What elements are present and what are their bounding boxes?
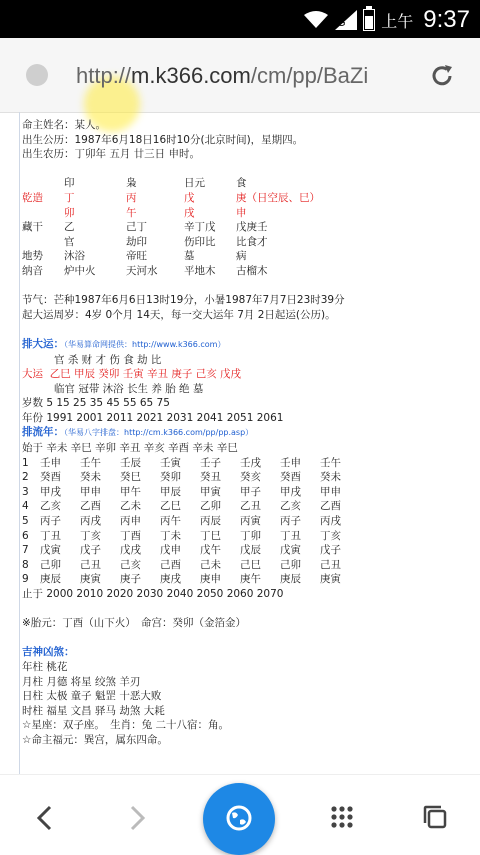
status-icons [303, 6, 470, 34]
liunian-cell: 戊寅 [280, 544, 301, 557]
bazi-row [22, 235, 480, 250]
bazi-row [22, 220, 480, 235]
liunian-cell: 癸未 [80, 471, 101, 484]
dayun-label: 大运 [22, 368, 43, 381]
battery-icon [363, 9, 375, 31]
liunian-cell: 甲寅 [200, 485, 221, 498]
liunian-cell: 丙申 [120, 515, 141, 528]
liunian-cell: 己卯 [280, 558, 301, 571]
fuyuan-line: ☆命主福元：巽宫，属东四命。 [22, 733, 168, 746]
liunian-cell: 癸酉 [280, 471, 301, 484]
bazi-cell: 平地木 [184, 264, 216, 277]
liunian-index: 5 [22, 515, 29, 528]
liunian-cell: 己丑 [320, 558, 341, 571]
liunian-cell: 丁卯 [240, 529, 261, 542]
liunian-cell: 己亥 [120, 558, 141, 571]
wifi-icon [303, 11, 329, 29]
liunian-cell: 己巳 [240, 558, 261, 571]
liunian-end: 止于 2000 2010 2020 2030 2040 2050 2060 2070 [22, 588, 284, 600]
liunian-cell: 庚辰 [280, 573, 301, 586]
liunian-cell: 庚申 [200, 573, 221, 586]
bazi-cell: 炉中火 [64, 264, 96, 277]
liunian-cell: 丁亥 [80, 529, 101, 542]
liunian-cell: 戊戌 [120, 544, 141, 557]
bazi-cell: 伤印比 [184, 235, 216, 248]
reload-icon[interactable] [428, 62, 456, 90]
liunian-note[interactable]: （华易八字排盘：http://cm.k366.com/pp/pp.asp） [64, 428, 254, 438]
liunian-cell: 壬辰 [120, 456, 141, 469]
liunian-title-row [22, 425, 480, 441]
forward-arrow-icon[interactable] [122, 803, 152, 833]
bazi-cell: 戊庚壬 [236, 221, 268, 234]
bazi-row-label: 藏干 [22, 221, 43, 234]
liunian-table [22, 456, 480, 587]
bazi-row-label: 乾造 [22, 191, 43, 204]
qiyun-line: 起大运周岁：4岁 0个月 14天，每一交大运年 7月 2日起运(公历)。 [22, 308, 336, 321]
liunian-index: 7 [22, 544, 29, 557]
liunian-cell: 丙戌 [320, 515, 341, 528]
liunian-start: 始于 辛未 辛巳 辛卯 辛丑 辛亥 辛酉 辛未 辛巳 [22, 442, 238, 455]
liunian-row [22, 558, 480, 573]
liunian-cell: 戊寅 [40, 544, 61, 557]
liunian-row [22, 514, 480, 529]
liunian-cell: 己丑 [80, 558, 101, 571]
liunian-cell: 癸未 [320, 471, 341, 484]
liunian-row [22, 572, 480, 587]
bazi-cell: 戊 [184, 191, 195, 204]
home-globe-button[interactable] [203, 783, 275, 855]
dayun-shishen: 官 杀 财 才 伤 食 劫 比 [54, 353, 162, 366]
bazi-cell: 庚（日空辰、巳） [236, 191, 320, 204]
bazi-cell: 墓 [184, 250, 195, 263]
back-arrow-icon[interactable] [30, 803, 60, 833]
liunian-cell: 丙子 [40, 515, 61, 528]
liunian-cell: 戊辰 [240, 544, 261, 557]
liunian-cell: 己未 [200, 558, 221, 571]
liunian-row [22, 485, 480, 500]
liunian-cell: 壬午 [80, 456, 101, 469]
liunian-cell: 壬申 [280, 456, 301, 469]
dayun-title-row [22, 337, 480, 353]
status-ampm: 上午 [381, 11, 414, 31]
bazi-row [22, 264, 480, 279]
shensha-month: 月柱 月德 将星 绞煞 羊刃 [22, 675, 141, 688]
bazi-cell: 官 [64, 235, 75, 248]
bazi-table [22, 176, 480, 278]
bazi-row [22, 191, 480, 206]
liunian-index: 3 [22, 485, 29, 498]
liunian-cell: 壬戌 [240, 456, 261, 469]
liunian-cell: 乙酉 [80, 500, 101, 513]
liunian-cell: 丁巳 [200, 529, 221, 542]
bazi-header-cell: 日元 [184, 177, 205, 190]
bazi-cell: 乙 [64, 221, 75, 234]
dayun-years: 年份 1991 2001 2011 2021 2031 2041 2051 2061 [22, 411, 284, 424]
shensha-day: 日柱 太极 童子 魁罡 十恶大败 [22, 690, 162, 703]
star-line: ☆星座：双子座。 生肖：兔 二十八宿：角。 [22, 719, 229, 732]
liunian-cell: 庚午 [240, 573, 261, 586]
bazi-row [22, 206, 480, 221]
bazi-cell: 戌 [184, 206, 195, 219]
liunian-cell: 乙酉 [320, 500, 341, 513]
liunian-cell: 丙子 [280, 515, 301, 528]
liunian-row [22, 470, 480, 485]
dayun-row [22, 367, 480, 382]
liunian-index: 1 [22, 456, 29, 469]
liunian-index: 6 [22, 529, 29, 542]
liunian-cell: 乙卯 [200, 500, 221, 513]
bazi-cell: 丁 [64, 191, 75, 204]
liunian-cell: 癸巳 [120, 471, 141, 484]
liunian-cell: 甲午 [120, 485, 141, 498]
liunian-cell: 戊子 [320, 544, 341, 557]
dayun-note[interactable]: （华易算命网提供：http://www.k366.com） [64, 339, 226, 349]
liunian-cell: 癸丑 [200, 471, 221, 484]
shensha-year: 年柱 桃花 [22, 660, 68, 673]
dayun-items: 乙巳 甲辰 癸卯 壬寅 辛丑 庚子 己亥 戊戌 [49, 368, 242, 381]
url-domain: m.k366.com [131, 63, 251, 88]
liunian-row [22, 499, 480, 514]
liunian-row [22, 456, 480, 471]
liunian-cell: 乙亥 [280, 500, 301, 513]
solar-birth: 出生公历：1987年6月18日16时10分(北京时间)，星期四。 [22, 133, 304, 146]
bazi-row-label [22, 235, 64, 250]
bazi-cell: 帝旺 [126, 250, 147, 263]
bazi-cell: 比食才 [236, 235, 268, 248]
liunian-cell: 戊午 [200, 544, 221, 557]
liunian-cell: 癸酉 [40, 471, 61, 484]
liunian-cell: 庚寅 [80, 573, 101, 586]
dayun-title: 排大运： [22, 337, 64, 350]
content-left-border [19, 112, 20, 774]
bazi-cell: 申 [236, 206, 247, 219]
liunian-index: 4 [22, 500, 29, 513]
bazi-cell: 午 [126, 206, 137, 219]
bazi-row-label [22, 206, 64, 221]
jieqi-line: 节气：芒种1987年6月6日13时19分，小暑1987年7月7日23时39分 [22, 294, 345, 307]
bazi-page [22, 118, 480, 748]
bazi-row [22, 249, 480, 264]
liunian-cell: 甲子 [240, 485, 261, 498]
signal-icon [335, 10, 357, 30]
taiyuan-line: ※胎元：丁酉（山下火） 命宫：癸卯（金箔金） [22, 617, 247, 630]
liunian-cell: 甲申 [80, 485, 101, 498]
bazi-header-row [22, 176, 480, 191]
liunian-cell: 己酉 [160, 558, 181, 571]
status-bar [0, 0, 480, 38]
browser-bottom-bar [0, 774, 480, 855]
liunian-cell: 丁酉 [120, 529, 141, 542]
liunian-cell: 庚寅 [320, 573, 341, 586]
browser-url-bar [0, 38, 480, 113]
liunian-cell: 癸卯 [160, 471, 181, 484]
liunian-cell: 壬子 [200, 456, 221, 469]
lunar-birth: 出生农历：丁卯年 五月 廿三日 申时。 [22, 148, 201, 161]
bazi-cell: 己丁 [126, 221, 147, 234]
dayun-ages: 岁数 5 15 25 35 45 55 65 75 [22, 397, 170, 410]
tabs-icon[interactable] [421, 803, 449, 831]
url-prefix: http:// [76, 63, 132, 88]
bazi-header-cell: 印 [64, 177, 75, 190]
liunian-cell: 乙丑 [240, 500, 261, 513]
bazi-cell: 丙 [126, 191, 137, 204]
liunian-cell: 丙戌 [80, 515, 101, 528]
bazi-header-cell: 食 [236, 177, 247, 190]
dayun-changsheng: 临官 冠带 沐浴 长生 养 胎 绝 墓 [54, 382, 204, 395]
bazi-row-label: 地势 [22, 250, 43, 263]
liunian-cell: 丁丑 [40, 529, 61, 542]
url-path: /cm/pp/BaZi [250, 63, 369, 88]
bazi-cell: 古榴木 [236, 264, 268, 277]
liunian-cell: 乙巳 [160, 500, 181, 513]
bazi-cell: 劫印 [126, 235, 147, 248]
status-time: 9:37 [423, 6, 470, 33]
shensha-title: 吉神凶煞： [22, 646, 75, 659]
liunian-cell: 庚辰 [40, 573, 61, 586]
liunian-cell: 丁丑 [280, 529, 301, 542]
liunian-cell: 甲辰 [160, 485, 181, 498]
liunian-cell: 丁未 [160, 529, 181, 542]
bazi-cell: 病 [236, 250, 247, 263]
owner-name: 命主姓名：某人。 [22, 119, 106, 131]
liunian-cell: 甲申 [320, 485, 341, 498]
bazi-cell: 天河水 [126, 264, 158, 277]
liunian-index: 2 [22, 471, 29, 484]
globe-icon [226, 805, 252, 831]
liunian-cell: 癸亥 [240, 471, 261, 484]
liunian-cell: 丙午 [160, 515, 181, 528]
bazi-header-cell [22, 176, 64, 191]
liunian-cell: 丙寅 [240, 515, 261, 528]
site-globe-icon[interactable] [26, 64, 48, 86]
liunian-cell: 甲戌 [280, 485, 301, 498]
liunian-index: 8 [22, 558, 29, 571]
bazi-cell: 辛丁戊 [184, 221, 216, 234]
liunian-index: 9 [22, 573, 29, 586]
bazi-cell: 卯 [64, 206, 75, 219]
liunian-cell: 壬寅 [160, 456, 181, 469]
liunian-cell: 丁亥 [320, 529, 341, 542]
web-content [0, 112, 480, 774]
liunian-cell: 庚戌 [160, 573, 181, 586]
liunian-cell: 丙辰 [200, 515, 221, 528]
liunian-row [22, 543, 480, 558]
liunian-cell: 戊子 [80, 544, 101, 557]
bazi-cell: 沐浴 [64, 250, 85, 263]
liunian-cell: 己卯 [40, 558, 61, 571]
liunian-cell: 乙亥 [40, 500, 61, 513]
liunian-cell: 甲戌 [40, 485, 61, 498]
url-field[interactable] [76, 63, 406, 89]
svg-text:G: G [337, 17, 346, 29]
menu-grid-icon[interactable] [330, 805, 354, 829]
shensha-hour: 时柱 福星 文昌 驿马 劫煞 大耗 [22, 704, 165, 717]
bazi-row-label: 纳音 [22, 264, 43, 277]
liunian-cell: 壬午 [320, 456, 341, 469]
liunian-cell: 庚子 [120, 573, 141, 586]
liunian-cell: 壬申 [40, 456, 61, 469]
liunian-row [22, 529, 480, 544]
liunian-cell: 戊申 [160, 544, 181, 557]
liunian-title: 排流年： [22, 426, 64, 439]
liunian-cell: 乙未 [120, 500, 141, 513]
bazi-header-cell: 枭 [126, 177, 137, 190]
